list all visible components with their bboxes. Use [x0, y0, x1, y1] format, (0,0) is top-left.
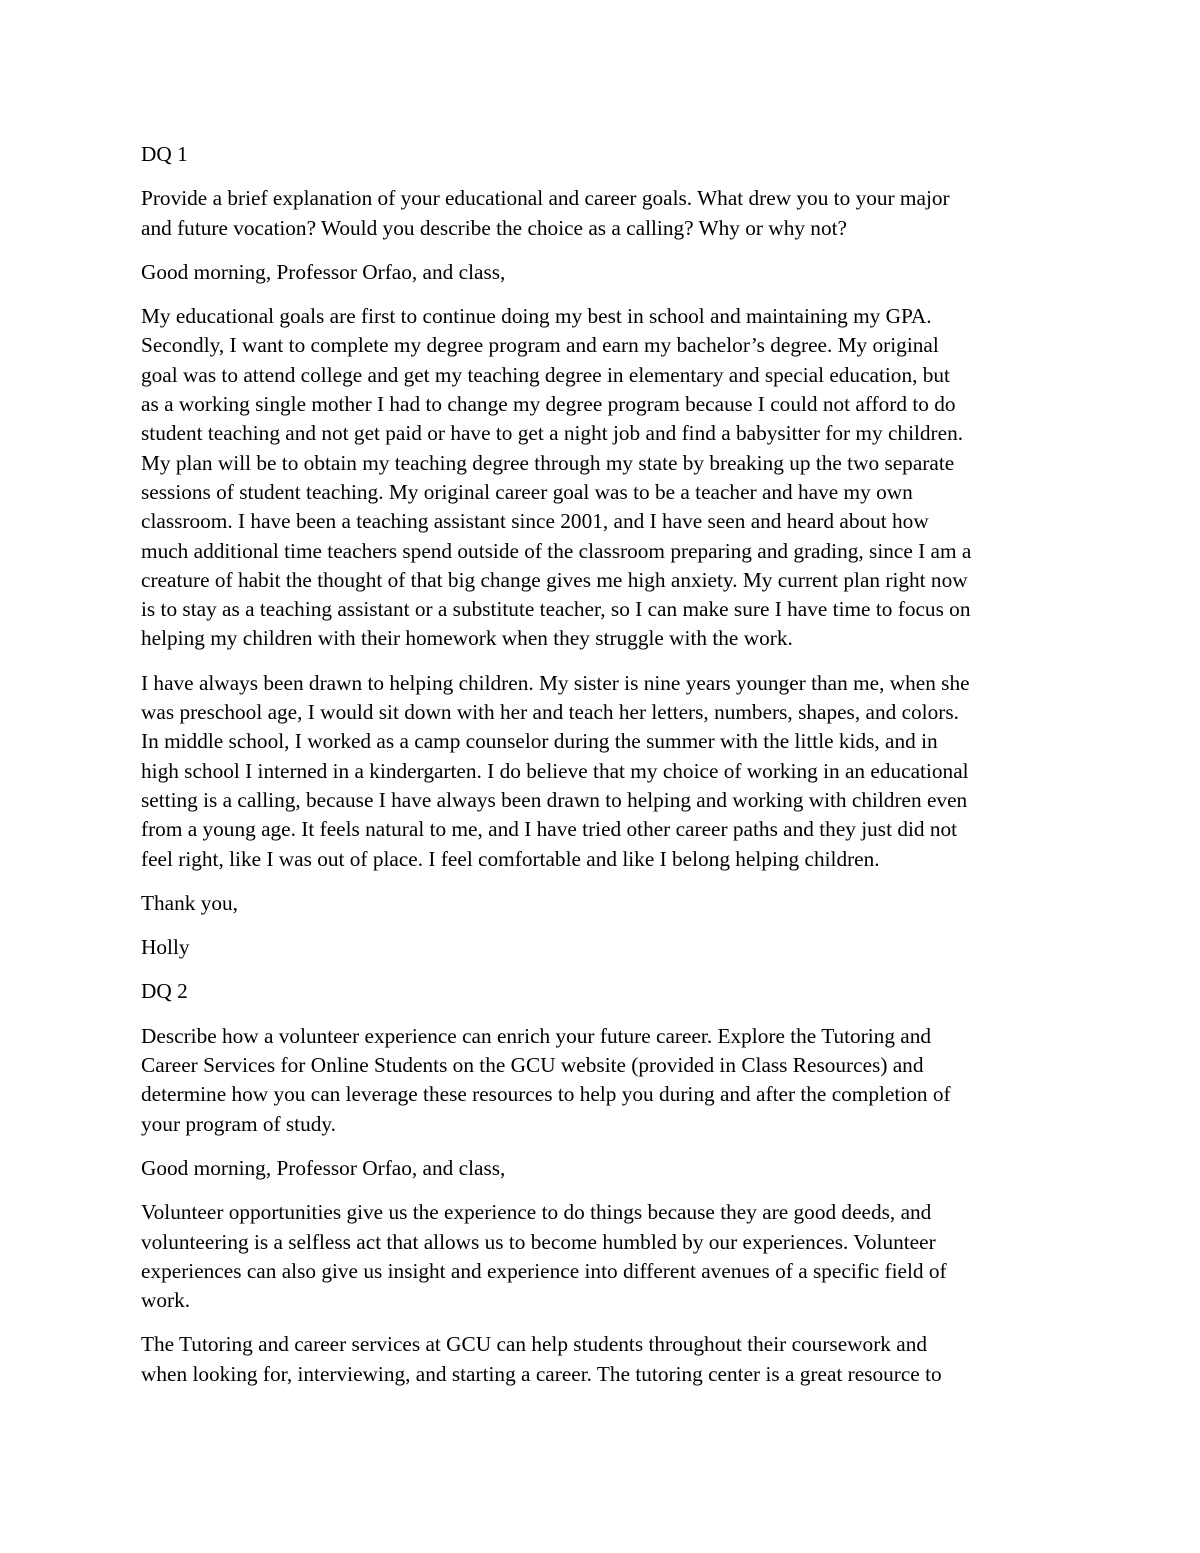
dq1-paragraph-calling	[141, 669, 1071, 874]
text-line: is to stay as a teaching assistant or a substitute teacher, so I can make sure I have time to focus on	[141, 597, 971, 622]
text-line: Secondly, I want to complete my degree program and earn my bachelor’s degree. My original	[141, 333, 939, 358]
dq1-signature: Holly	[141, 935, 190, 960]
dq1-greeting: Good morning, Professor Orfao, and class,	[141, 259, 506, 284]
dq1-paragraph-goals	[141, 302, 1071, 654]
dq2-prompt	[141, 1022, 1071, 1139]
text-line: feel right, like I was out of place. I feel comfortable and like I belong helping children.	[141, 846, 880, 871]
dq2-paragraph-tutoring	[141, 1330, 1071, 1389]
text-line: volunteering is a selfless act that allows us to become humbled by our experiences. Volunteer	[141, 1229, 936, 1254]
dq1-closing: Thank you,	[141, 890, 239, 915]
text-line: setting is a calling, because I have always been drawn to helping and working with children even	[141, 787, 968, 812]
dq2-greeting: Good morning, Professor Orfao, and class,	[141, 1155, 506, 1180]
text-line: goal was to attend college and get my teaching degree in elementary and special education, but	[141, 362, 950, 387]
text-line: when looking for, interviewing, and starting a career. The tutoring center is a great resource to	[141, 1361, 942, 1386]
dq1-prompt	[141, 184, 1071, 243]
text-line: as a working single mother I had to change my degree program because I could not afford to do	[141, 392, 956, 417]
text-line: Describe how a volunteer experience can enrich your future career. Explore the Tutoring and	[141, 1023, 932, 1048]
text-line: My plan will be to obtain my teaching degree through my state by breaking up the two separate	[141, 450, 955, 475]
text-line: high school I interned in a kindergarten. I do believe that my choice of working in an educational	[141, 758, 969, 783]
text-line: In middle school, I worked as a camp counselor during the summer with the little kids, and in	[141, 729, 938, 754]
text-line: was preschool age, I would sit down with her and teach her letters, numbers, shapes, and colors.	[141, 700, 959, 725]
text-line: student teaching and not get paid or have to get a night job and find a babysitter for my children.	[141, 421, 964, 446]
text-line: sessions of student teaching. My original career goal was to be a teacher and have my own	[141, 479, 913, 504]
text-line: creature of habit the thought of that big change gives me high anxiety. My current plan right now	[141, 567, 968, 592]
text-line: determine how you can leverage these resources to help you during and after the completion of	[141, 1082, 951, 1107]
text-line: work.	[141, 1288, 191, 1313]
text-line: The Tutoring and career services at GCU can help students throughout their coursework and	[141, 1332, 928, 1357]
text-line: Volunteer opportunities give us the experience to do things because they are good deeds, and	[141, 1200, 932, 1225]
text-line: My educational goals are first to continue doing my best in school and maintaining my GPA.	[141, 304, 932, 329]
dq2-paragraph-volunteer	[141, 1198, 1071, 1315]
text-line: experiences can also give us insight and experience into different avenues of a specific field of	[141, 1258, 947, 1283]
text-line: much additional time teachers spend outside of the classroom preparing and grading, since I am a	[141, 538, 972, 563]
document-body	[141, 140, 1071, 1404]
text-line: Provide a brief explanation of your educational and career goals. What drew you to your major	[141, 186, 950, 211]
dq2-heading: DQ 2	[141, 979, 188, 1004]
text-line: helping my children with their homework when they struggle with the work.	[141, 626, 793, 651]
text-line: Career Services for Online Students on the GCU website (provided in Class Resources) and	[141, 1053, 924, 1078]
text-line: from a young age. It feels natural to me, and I have tried other career paths and they just did not	[141, 817, 958, 842]
dq1-heading: DQ 1	[141, 142, 188, 166]
text-line: and future vocation? Would you describe the choice as a calling? Why or why not?	[141, 215, 847, 240]
text-line: your program of study.	[141, 1111, 336, 1136]
text-line: classroom. I have been a teaching assistant since 2001, and I have seen and heard about how	[141, 509, 929, 534]
text-line: I have always been drawn to helping children. My sister is nine years younger than me, when she	[141, 670, 970, 695]
